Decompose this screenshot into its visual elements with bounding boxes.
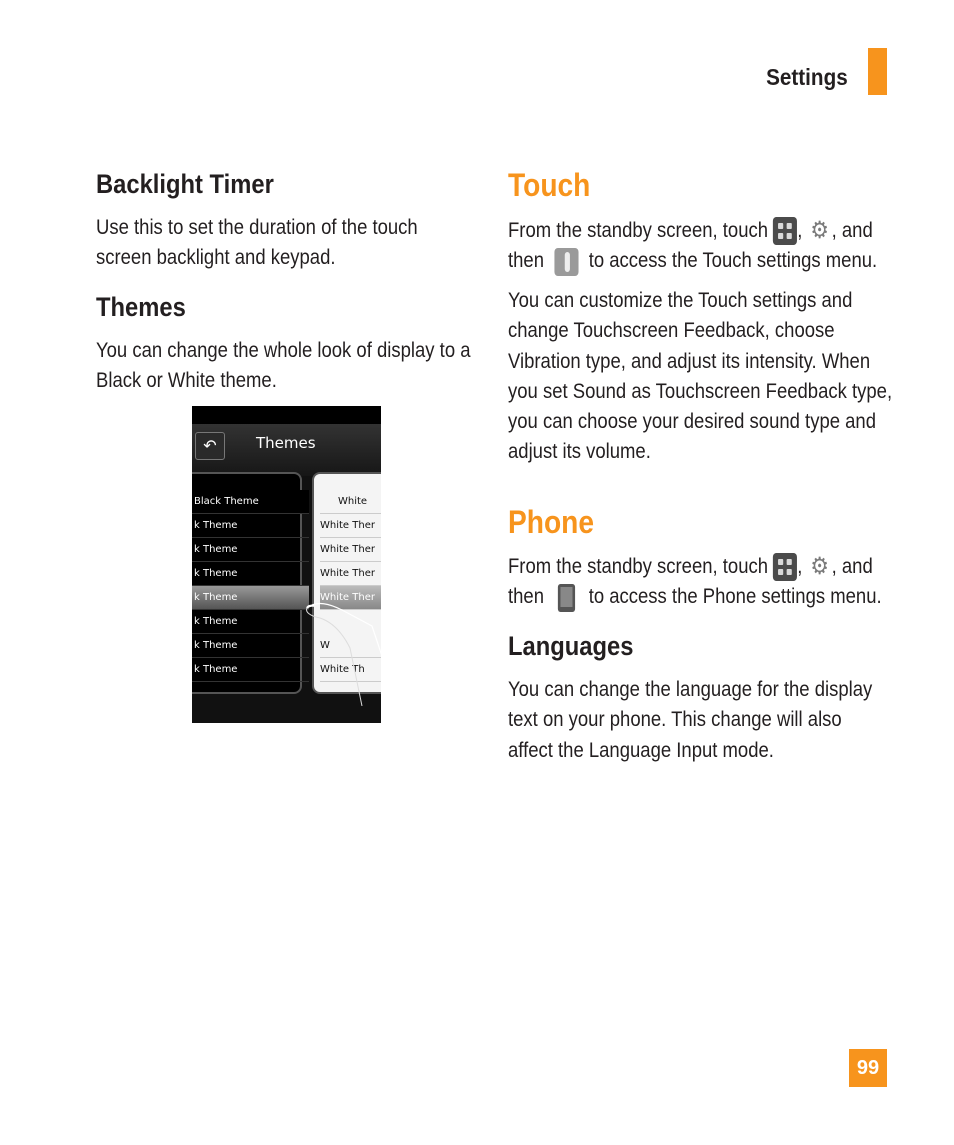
text-line xyxy=(508,551,882,581)
text-fragment: , and xyxy=(831,218,873,242)
text-line: Use this to set the duration of the touch xyxy=(96,215,418,239)
text-fragment: , xyxy=(797,554,803,578)
touch-settings-icon xyxy=(554,248,578,276)
heading-touch: Touch xyxy=(508,167,591,203)
phone-settings-icon xyxy=(558,584,575,612)
text-line xyxy=(508,581,882,611)
screenshot-title-bar xyxy=(192,424,381,476)
touch-description xyxy=(508,285,892,467)
text-line: change Touchscreen Feedback, choose xyxy=(508,318,835,343)
list-item: White Ther xyxy=(320,514,381,538)
list-item: k Theme xyxy=(192,658,309,682)
status-bar xyxy=(192,406,381,424)
list-item: W xyxy=(320,634,381,658)
list-item: k Theme xyxy=(192,538,309,562)
text-line: you can choose your desired sound type and xyxy=(508,409,876,434)
finger-hand-icon xyxy=(302,596,381,706)
menu-grid-icon xyxy=(773,217,797,245)
settings-gear-icon: ⚙ xyxy=(810,217,829,245)
menu-grid-icon xyxy=(773,553,797,581)
text-fragment: , and xyxy=(831,554,873,578)
list-item: k Theme xyxy=(192,610,309,634)
screenshot-title: Themes xyxy=(256,434,316,452)
text-fragment: then xyxy=(508,584,544,609)
list-item: White Ther xyxy=(320,538,381,562)
text-fragment: to access the Phone settings menu. xyxy=(588,584,882,609)
page-number: 99 xyxy=(849,1049,887,1087)
settings-gear-icon: ⚙ xyxy=(810,553,829,581)
text-fragment: to access the Touch settings menu. xyxy=(588,248,878,273)
touch-instructions xyxy=(508,215,877,276)
black-theme-preview xyxy=(192,472,302,694)
list-item: k Theme xyxy=(192,514,309,538)
themes-screenshot xyxy=(192,406,381,723)
text-line: text on your phone. This change will also xyxy=(508,707,842,732)
preview-header: Black Theme xyxy=(192,490,309,514)
list-item: White Ther xyxy=(320,562,381,586)
header-section-title: Settings xyxy=(766,64,848,90)
heading-phone: Phone xyxy=(508,504,595,540)
text-line: You can customize the Touch settings and xyxy=(508,288,853,312)
text-fragment: , xyxy=(797,218,803,242)
list-item: k Theme xyxy=(192,634,309,658)
list-item: k Theme xyxy=(192,562,309,586)
text-line: Vibration type, and adjust its intensity. When xyxy=(508,348,871,373)
text-line xyxy=(508,215,877,245)
text-line: Black or White theme. xyxy=(96,368,277,393)
text-line: adjust its volume. xyxy=(508,439,651,464)
backlight-description xyxy=(96,212,418,273)
preview-header: White xyxy=(320,490,381,514)
text-line: You can change the language for the display xyxy=(508,677,873,701)
text-line: screen backlight and keypad. xyxy=(96,245,336,270)
text-fragment: From the standby screen, touch xyxy=(508,554,769,578)
text-line xyxy=(508,245,877,275)
text-line: you set Sound as Touchscreen Feedback type, xyxy=(508,378,893,403)
text-line: affect the Language Input mode. xyxy=(508,737,774,762)
languages-description xyxy=(508,674,872,765)
heading-backlight-timer: Backlight Timer xyxy=(96,169,274,199)
themes-description xyxy=(96,335,471,396)
list-item: White Ther xyxy=(320,586,381,610)
list-item: White Th xyxy=(320,658,381,682)
text-line: You can change the whole look of display to a xyxy=(96,338,471,362)
list-item: k Theme xyxy=(192,586,309,610)
header-accent-bar xyxy=(868,48,887,95)
text-fragment: then xyxy=(508,248,544,273)
text-fragment: From the standby screen, touch xyxy=(508,218,769,242)
phone-instructions xyxy=(508,551,882,612)
heading-themes: Themes xyxy=(96,292,186,322)
heading-languages: Languages xyxy=(508,631,634,661)
back-arrow-icon: ↶ xyxy=(195,432,225,460)
